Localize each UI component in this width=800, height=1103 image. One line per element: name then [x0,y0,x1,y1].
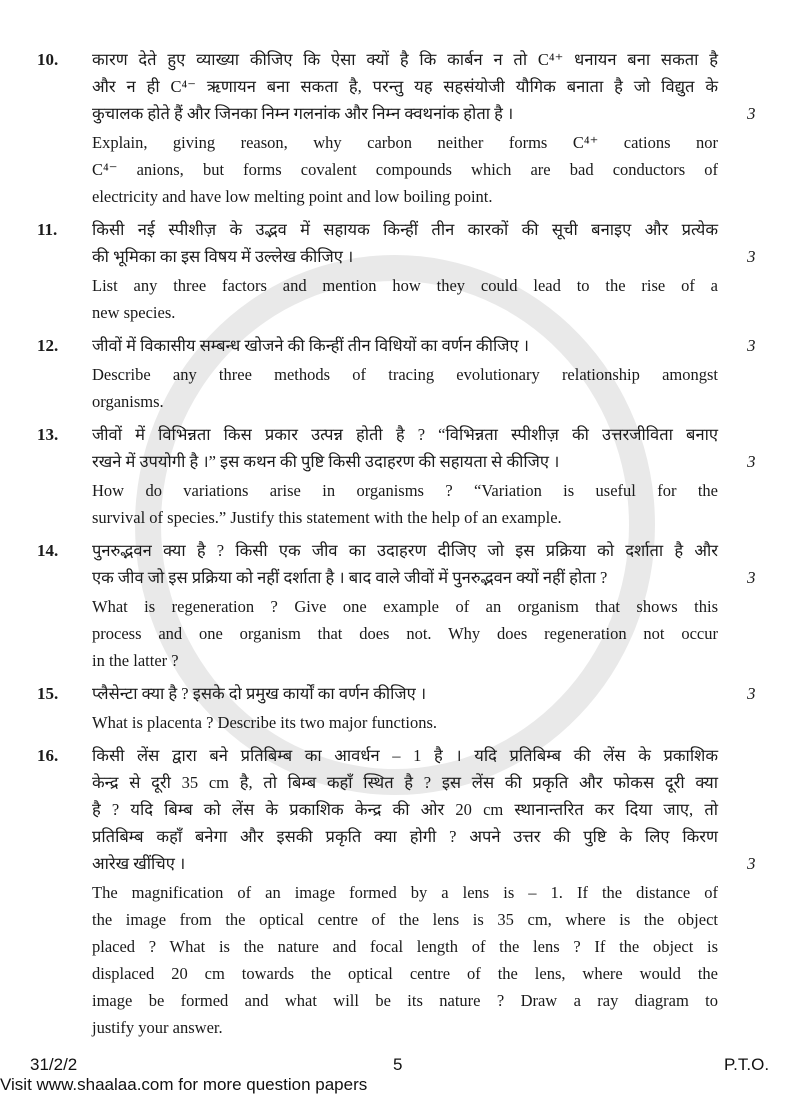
question-hindi-text [92,46,718,127]
question-hindi-line: प्रतिबिम्ब कहाँ बनेगा और इसकी प्रकृति क्या होगी ? अपने उत्तर की पुष्टि के लिए किरण [92,827,718,846]
question-list [0,46,800,1041]
question-english-line: justify your answer. [92,1018,223,1037]
question-hindi-line: जीवों में विभिन्नता किस प्रकार उत्पन्न होती है ? “विभिन्नता स्पीशीज़ की उत्तरजीविता बनाए [92,425,718,444]
question-hindi-line: आरेख खींचिए । [92,854,186,873]
question-english-text [92,361,718,415]
question-hindi-line: पुनरुद्भवन क्या है ? किसी एक जीव का उदाहरण दीजिए जो इस प्रक्रिया को दर्शाता है और [92,541,718,560]
question-block [0,742,800,1041]
question-hindi-line: किसी नई स्पीशीज़ के उद्भव में सहायक किन्हीं तीन कारकों की सूची बनाइए और प्रत्येक [92,220,718,239]
marks-label: 3 [747,684,756,703]
question-english-text [92,272,718,326]
question-english-line: survival of species.” Justify this statement with the help of an example. [92,508,562,527]
question-english-line: The magnification of an image formed by a lens is – 1. If the distance of [92,883,718,902]
question-hindi-text [92,216,718,270]
marks-label: 3 [747,854,756,873]
question-hindi-text [92,332,718,359]
question-hindi-line: रखने में उपयोगी है ।” इस कथन की पुष्टि किसी उदाहरण की सहायता से कीजिए । [92,452,560,471]
question-hindi-line: कारण देते हुए व्याख्या कीजिए कि ऐसा क्यों है कि कार्बन न तो C⁴⁺ धनायन बना सकता है [92,50,718,69]
question-block [0,332,800,415]
question-english-line: electricity and have low melting point and low boiling point. [92,187,493,206]
question-hindi-line: प्लैसेन्टा क्या है ? इसके दो प्रमुख कार्यों का वर्णन कीजिए । [92,684,427,703]
marks-label: 3 [747,336,756,355]
question-english-text [92,129,718,210]
question-number: 13. [37,425,59,444]
question-number: 10. [37,50,59,69]
visit-link[interactable]: Visit www.shaalaa.com for more question papers [0,1075,368,1094]
question-english-text [92,709,718,736]
question-english-line: process and one organism that does not. Why does regeneration not occur [92,624,718,643]
question-english-line: displaced 20 cm towards the optical centre of the lens, where would the [92,964,718,983]
question-number: 11. [37,220,58,239]
question-block [0,216,800,326]
question-english-line: Describe any three methods of tracing evolutionary relationship amongst [92,365,718,384]
footer-row [0,1055,800,1075]
page-number: 5 [393,1055,403,1074]
question-english-line: What is placenta ? Describe its two major functions. [92,713,438,732]
question-english-line: What is regeneration ? Give one example of an organism that shows this [92,597,718,616]
question-number: 14. [37,541,59,560]
question-english-line: organisms. [92,392,164,411]
question-english-line: C⁴⁻ anions, but forms covalent compounds which are bad conductors of [92,160,718,179]
question-hindi-line: जीवों में विकासीय सम्बन्ध खोजने की किन्हीं तीन विधियों का वर्णन कीजिए । [92,336,530,355]
question-block [0,537,800,674]
question-english-line: Explain, giving reason, why carbon neither forms C⁴⁺ cations nor [92,133,718,152]
question-english-text [92,879,718,1041]
marks-label: 3 [747,452,756,471]
question-english-text [92,477,718,531]
paper-code: 31/2/2 [30,1055,78,1074]
question-hindi-line: किसी लेंस द्वारा बने प्रतिबिम्ब का आवर्धन – 1 है । यदि प्रतिबिम्ब की लेंस के प्रकाशिक [92,746,718,765]
question-hindi-line: कुचालक होते हैं और जिनका निम्न गलनांक और निम्न क्वथनांक होता है । [92,104,514,123]
question-hindi-line: एक जीव जो इस प्रक्रिया को नहीं दर्शाता है । बाद वाले जीवों में पुनरुद्भवन क्यों नहीं होता ? [92,568,608,587]
question-english-line: How do variations arise in organisms ? “Variation is useful for the [92,481,718,500]
marks-label: 3 [747,247,756,266]
question-number: 15. [37,684,59,703]
marks-label: 3 [747,568,756,587]
question-english-line: the image from the optical centre of the lens is 35 cm, where is the object [92,910,718,929]
question-hindi-line: केन्द्र से दूरी 35 cm है, तो बिम्ब कहाँ स्थित है ? इस लेंस की प्रकृति और फोकस दूरी क्या [92,773,718,792]
question-block [0,680,800,736]
question-hindi-text [92,680,718,707]
question-english-line: placed ? What is the nature and focal length of the lens ? If the object is [92,937,718,956]
question-block [0,46,800,210]
pto-label: P.T.O. [724,1055,770,1074]
question-hindi-text [92,421,718,475]
question-english-line: List any three factors and mention how they could lead to the rise of a [92,276,718,295]
marks-label: 3 [747,104,756,123]
question-english-line: in the latter ? [92,651,179,670]
question-hindi-text [92,537,718,591]
question-hindi-line: है ? यदि बिम्ब को लेंस के प्रकाशिक केन्द्र की ओर 20 cm स्थानान्तरित कर दिया जाए, तो [92,800,718,819]
question-block [0,421,800,531]
question-english-line: image be formed and what will be its nature ? Draw a ray diagram to [92,991,718,1010]
question-hindi-line: और न ही C⁴⁻ ऋणायन बना सकता है, परन्तु यह सहसंयोजी यौगिक बनाता है जो विद्युत के [92,77,718,96]
question-english-line: new species. [92,303,176,322]
question-english-text [92,593,718,674]
page-footer [0,1055,800,1103]
question-number: 16. [37,746,59,765]
question-number: 12. [37,336,59,355]
question-hindi-text [92,742,718,877]
question-hindi-line: की भूमिका का इस विषय में उल्लेख कीजिए । [92,247,354,266]
